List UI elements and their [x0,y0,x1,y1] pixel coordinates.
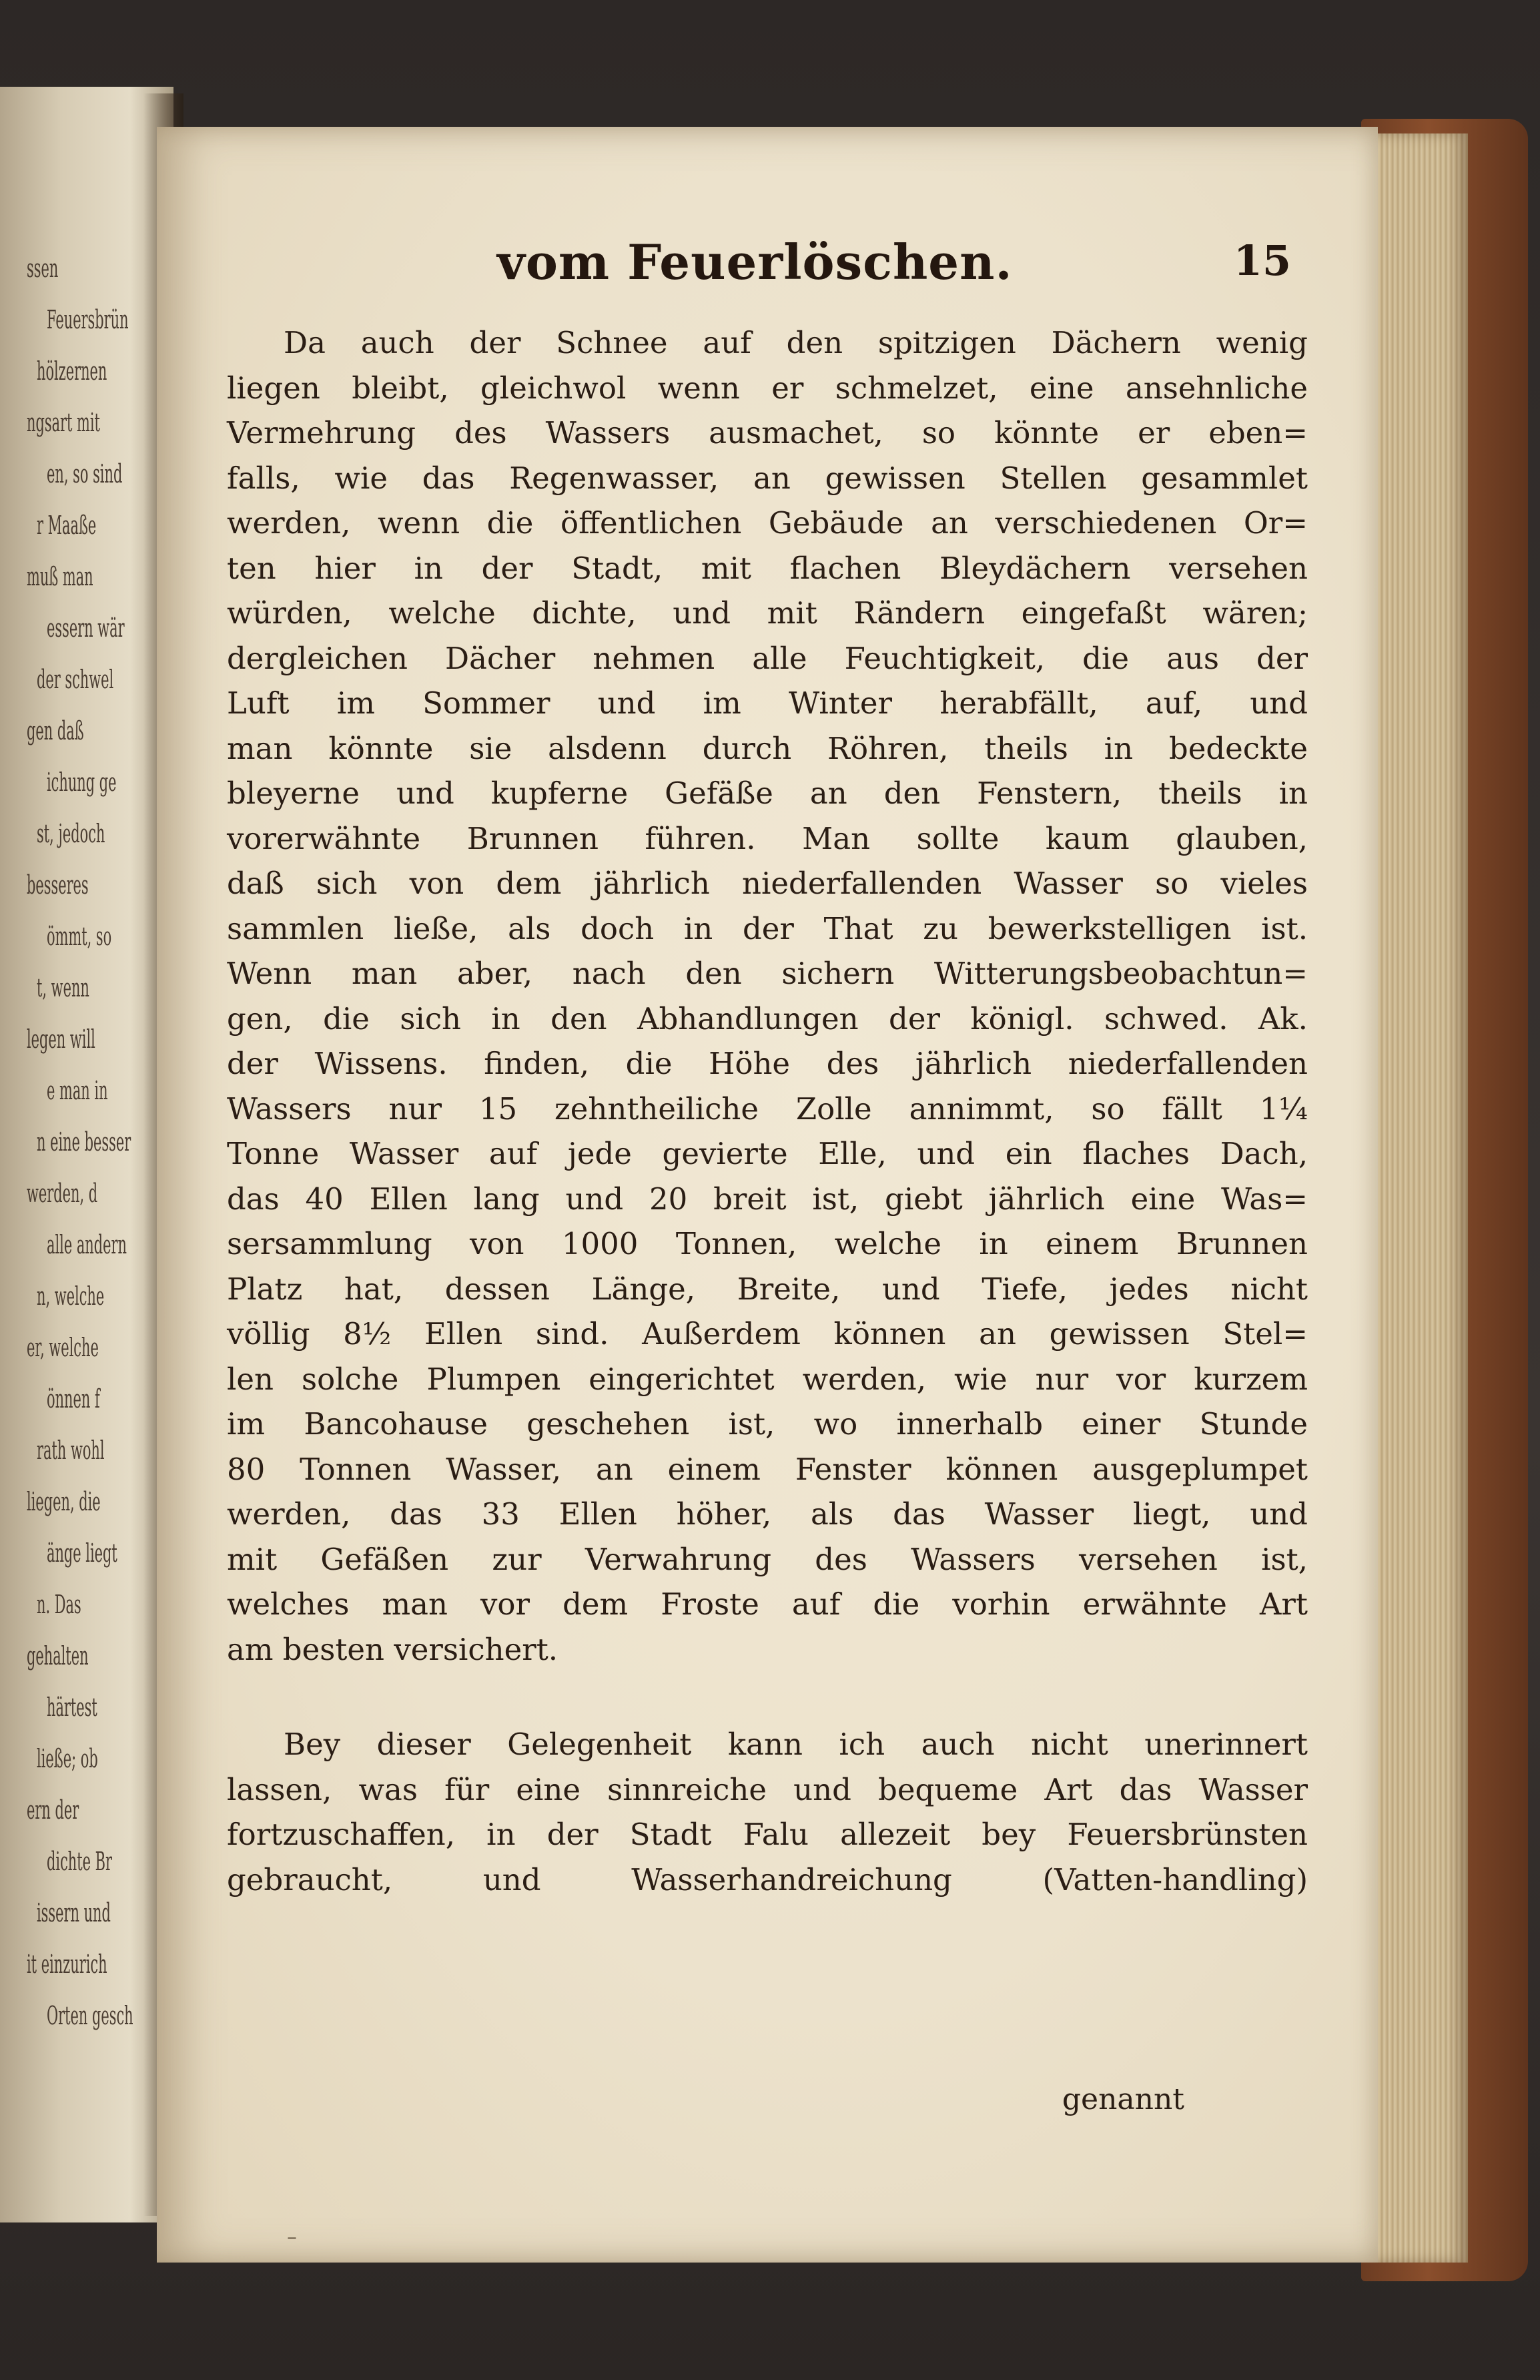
facing-page-text: legen will [27,1024,95,1054]
facing-page-text: ömmt, so [47,922,112,951]
facing-page-text: liegen, die [27,1487,101,1516]
facing-page-text: werden, d [27,1179,98,1208]
facing-page-text: ngsart mit [27,408,100,437]
text-line: mit Gefäßen zur Verwahrung des Wassers versehen ist, [227,1541,1308,1577]
facing-page-text: essern wär [47,613,125,643]
facing-page-text: r Maaße [37,511,97,540]
text-line: sammlen ließe, als doch in der That zu bewerkstelligen ist. [227,910,1308,946]
facing-page-text: Orten gesch [47,2001,133,2030]
page-edges [1368,133,1468,2263]
facing-page-text: besseres [27,870,89,900]
text-line: fortzuschaffen, in der Stadt Falu allezeit bey Feuersbrünsten [227,1817,1308,1852]
text-line: gen, die sich in den Abhandlungen der königl. schwed. Ak. [227,1000,1308,1036]
facing-page-text: ern der [27,1795,79,1825]
facing-page-text: t, wenn [37,973,89,1002]
facing-page-text: Feuersbrün [47,305,129,334]
text-line: bleyerne und kupferne Gefäße an den Fenstern, theils in [227,776,1308,811]
facing-page-text: muß man [27,562,93,591]
text-line: das 40 Ellen lang und 20 breit ist, giebt jährlich eine Was= [227,1181,1308,1217]
text-line: am besten versichert. [227,1631,558,1667]
text-line: lassen, was für eine sinnreiche und bequeme Art das Wasser [227,1771,1308,1807]
text-line: Bey dieser Gelegenheit kann ich auch nicht unerinnert [284,1727,1308,1762]
text-line: gebraucht, und Wasserhandreichung (Vatten-handling) [227,1861,1308,1897]
facing-page-text: n, welche [37,1281,105,1311]
page-number: 15 [1233,236,1291,285]
facing-page-text: dichte Br [47,1847,112,1876]
text-line: der Wissens. finden, die Höhe des jährlich niederfallenden [227,1046,1308,1081]
facing-page-text: änge liegt [47,1538,117,1568]
text-line: im Bancohause geschehen ist, wo innerhalb einer Stunde [227,1406,1308,1442]
facing-page-text: it einzurich [27,1950,107,1979]
text-line: liegen bleibt, gleichwol wenn er schmelzet, eine ansehnliche [227,370,1308,406]
text-line: Vermehrung des Wassers ausmachet, so könnte er eben= [227,415,1308,451]
facing-page-text: gehalten [27,1641,89,1671]
text-line: sersammlung von 1000 Tonnen, welche in einem Brunnen [227,1226,1308,1261]
text-line: welches man vor dem Froste auf die vorhin erwähnte Art [227,1586,1308,1622]
text-line: falls, wie das Regenwasser, an gewissen Stellen gesammlet [227,460,1308,496]
paragraph-gap [227,1672,1308,1722]
text-line: daß sich von dem jährlich niederfallenden Wasser so vieles [227,866,1308,901]
text-line: dergleichen Dächer nehmen alle Feuchtigkeit, die aus der [227,640,1308,676]
text-line: vorerwähnte Brunnen führen. Man sollte kaum glauben, [227,820,1308,856]
running-title: vom Feuerlöschen. [497,234,1013,290]
text-line: 80 Tonnen Wasser, an einem Fenster können ausgeplumpet [227,1451,1308,1487]
text-line: Platz hat, dessen Länge, Breite, und Tiefe, jedes nicht [227,1271,1308,1307]
footer-mark: – [287,2226,297,2249]
text-line: werden, wenn die öffentlichen Gebäude an verschiedenen Or= [227,505,1308,541]
facing-page-text: er, welche [27,1333,99,1362]
text-line: man könnte sie alsdenn durch Röhren, theils in bedeckte [227,730,1308,766]
text-line: werden, das 33 Ellen höher, als das Wasser liegt, und [227,1496,1308,1532]
facing-page-text: n. Das [37,1590,81,1619]
facing-page-text: ließe; ob [37,1744,98,1773]
facing-page-text: hölzernen [37,356,107,386]
text-line: Luft im Sommer und im Winter herabfällt, auf, und [227,685,1308,721]
facing-page-text: ichung ge [47,768,117,797]
facing-page-text: ssen [27,254,59,283]
body-text [227,320,1308,1902]
text-line: völlig 8½ Ellen sind. Außerdem können an gewissen Stel= [227,1316,1308,1352]
facing-page-text: alle andern [47,1230,127,1259]
text-line: len solche Plumpen eingerichtet werden, wie nur vor kurzem [227,1361,1308,1397]
text-line: Wenn man aber, nach den sichern Witterungsbeobachtun= [227,956,1308,991]
facing-page-text: härtest [47,1693,97,1722]
book-page [157,127,1378,2263]
facing-page-text: st, jedoch [37,819,105,848]
text-line: Wassers nur 15 zehntheiliche Zolle annimmt, so fällt 1¼ [227,1091,1308,1127]
text-line: Tonne Wasser auf jede gevierte Elle, und ein flaches Dach, [227,1136,1308,1171]
text-line: ten hier in der Stadt, mit flachen Bleydächern versehen [227,550,1308,586]
text-line: würden, welche dichte, und mit Rändern eingefaßt wären; [227,595,1308,631]
facing-page-text: gen daß [27,716,84,746]
facing-page-text: en, so sind [47,459,123,489]
facing-page-text: issern und [37,1898,111,1927]
page-header [157,234,1378,314]
facing-page-text: rath wohl [37,1436,105,1465]
facing-page-text: n eine besser [37,1127,131,1157]
catchword: genannt [1062,2082,1184,2116]
facing-page-text: der schwel [37,665,114,694]
facing-page-text: önnen f [47,1384,100,1414]
facing-page-text: e man in [47,1076,108,1105]
text-line: Da auch der Schnee auf den spitzigen Dächern wenig [284,325,1308,360]
